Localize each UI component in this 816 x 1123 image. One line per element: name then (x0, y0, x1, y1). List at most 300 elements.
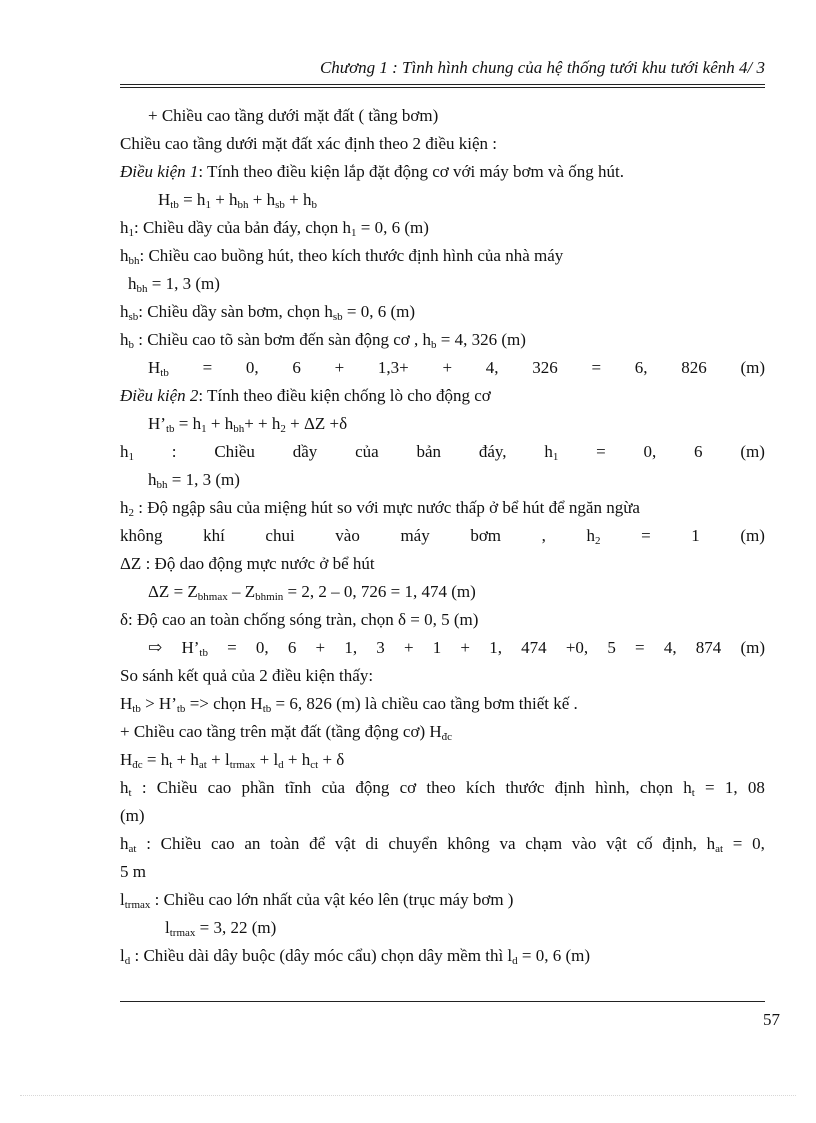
text-run: + ΔZ +δ (285, 414, 348, 433)
text-run: δ: Độ cao an toàn chống sóng tràn, chọn δ = 0, 5 (m) (120, 610, 479, 629)
text-run: h (120, 834, 129, 853)
text-run: 5 (607, 638, 616, 657)
subscript: d (278, 759, 284, 771)
justified-word (681, 354, 707, 382)
subscript: t (169, 759, 173, 771)
document-body (120, 102, 765, 970)
text-run: + + h (244, 414, 281, 433)
subscript: tb (165, 423, 175, 435)
subscript: 1 (205, 199, 211, 211)
text-line (120, 354, 765, 382)
justified-word (416, 438, 441, 466)
justified-word (120, 438, 134, 466)
text-run: vật (606, 834, 627, 853)
justified-word (489, 634, 502, 662)
text-run: l (120, 890, 125, 909)
text-run: + δ (318, 750, 345, 769)
text-run: + l (255, 750, 279, 769)
text-run: h (120, 330, 129, 349)
subscript: bh (128, 255, 140, 267)
subscript: ct (310, 759, 319, 771)
justified-word (486, 354, 499, 382)
text-run: Chiều (214, 442, 255, 461)
justified-word (256, 634, 269, 662)
justified-word (572, 830, 597, 858)
text-run: cao (207, 778, 232, 797)
text-run: : (171, 442, 177, 461)
justified-word (433, 634, 442, 662)
text-run: định, (662, 834, 697, 853)
subscript: 2 (280, 423, 286, 435)
text-run: vào (335, 526, 360, 545)
text-run: : Chiều dài dây buộc (dây móc cẩu) chọn dây mềm thì l (130, 946, 513, 965)
justified-word (244, 830, 260, 858)
subscript: sb (275, 199, 285, 211)
justified-word (148, 634, 162, 662)
text-run: => chọn H (185, 694, 263, 713)
justified-word (309, 830, 325, 858)
justified-word (214, 438, 255, 466)
justified-word (544, 438, 558, 466)
text-run: Chiều (156, 778, 198, 797)
text-run: + h (284, 190, 312, 209)
justified-word (521, 634, 547, 662)
justified-word (499, 830, 515, 858)
subscript: bh (156, 479, 168, 491)
text-line (120, 914, 765, 942)
justified-word (181, 634, 208, 662)
text-run: = (635, 638, 645, 657)
justified-word (566, 634, 588, 662)
justified-word (694, 438, 703, 466)
text-run: 0, (245, 358, 259, 377)
text-run: 0, (643, 442, 657, 461)
justified-word (335, 354, 345, 382)
text-run: h (120, 302, 129, 321)
text-run: : Chiều cao lớn nhất của vật kéo lên (trục máy bơm ) (150, 890, 514, 909)
text-run: ΔZ : Độ dao động mực nước ở bể hút (120, 554, 375, 573)
text-run: kích (465, 778, 496, 797)
text-run: = 6, 826 (m) là chiều cao tầng bơm thiết kế . (271, 694, 578, 713)
text-line (120, 942, 765, 970)
subscript: b (128, 339, 134, 351)
subscript: d (512, 955, 518, 967)
text-run: không (120, 526, 163, 545)
text-run: + Chiều cao tầng dưới mặt đất ( tầng bơm) (148, 106, 439, 125)
text-run: + Chiều cao tầng trên mặt đất (tầng động cơ) H (120, 722, 442, 741)
subscript: trmax (229, 759, 256, 771)
text-run: = (202, 358, 213, 377)
justified-word (542, 522, 546, 550)
justified-word (316, 634, 326, 662)
text-run: + (442, 358, 453, 377)
text-run: = 2, 2 – 0, 726 = 1, 474 (m) (283, 582, 476, 601)
justified-word (265, 522, 294, 550)
subscript: tb (176, 703, 186, 715)
subscript: 1 (128, 227, 134, 239)
subscript: bh (233, 423, 245, 435)
subscript: đc (441, 731, 453, 743)
subscript: 2 (594, 535, 601, 547)
subscript: t (128, 787, 132, 799)
footer-rule (120, 1001, 765, 1002)
justified-word (148, 354, 169, 382)
justified-word (696, 634, 722, 662)
justified-word (683, 774, 695, 802)
text-run: khí (203, 526, 225, 545)
justified-word (460, 634, 470, 662)
text-run: 0, (255, 638, 269, 657)
text-run: vật (334, 834, 356, 853)
subscript: trmax (169, 927, 196, 939)
text-line (120, 858, 765, 886)
justified-word (705, 774, 715, 802)
text-run: cao (211, 834, 235, 853)
text-run: : Tính theo điều kiện lắp đặt động cơ với máy bơm và ống hút. (198, 162, 624, 181)
justified-word (740, 634, 765, 662)
justified-word (172, 438, 177, 466)
condition-label: Điều kiện 2 (120, 386, 199, 405)
text-run: (m) (740, 358, 765, 377)
page-edge (20, 1095, 796, 1096)
text-run: (m) (740, 442, 765, 461)
text-run: 1, (344, 638, 358, 657)
text-run: h (586, 526, 595, 545)
justified-word (505, 774, 544, 802)
text-run: 1, (724, 778, 738, 797)
justified-word (292, 354, 301, 382)
text-line (120, 270, 765, 298)
justified-word (288, 634, 297, 662)
justified-word (640, 774, 673, 802)
subscript: tb (132, 703, 141, 715)
text-run: > H’ (140, 694, 177, 713)
text-line (120, 298, 765, 326)
text-run: h (120, 442, 129, 461)
justified-word (365, 830, 378, 858)
text-run: va (499, 834, 516, 853)
text-run: động (355, 778, 390, 797)
text-run: 5 m (120, 862, 146, 881)
justified-word (691, 522, 700, 550)
justified-word (355, 774, 389, 802)
text-run: + (403, 638, 414, 657)
text-run: : Chiều cao buồng hút, theo kích thước định hình của nhà máy (139, 246, 564, 265)
text-run: không (447, 834, 490, 853)
text-run: Chiều (160, 834, 202, 853)
text-run: 3 (376, 638, 385, 657)
subscript: bh (237, 199, 249, 211)
justified-word (400, 522, 429, 550)
text-run: + l (206, 750, 230, 769)
text-run: h (544, 442, 553, 461)
text-run: : (141, 778, 147, 797)
text-run: h (683, 778, 692, 797)
justified-word (725, 774, 738, 802)
justified-word (388, 830, 437, 858)
justified-word (355, 438, 379, 466)
text-run: = (641, 526, 651, 545)
text-line (120, 634, 765, 662)
text-run: 826 (681, 358, 707, 377)
justified-word (322, 774, 346, 802)
justified-word (740, 354, 765, 382)
justified-word (227, 634, 237, 662)
text-run: = (705, 778, 715, 797)
justified-word (120, 522, 163, 550)
justified-word (378, 354, 409, 382)
text-run: = 0, 6 (m) (517, 946, 591, 965)
text-run: – Z (227, 582, 256, 601)
subscript: b (311, 199, 317, 211)
text-run: 874 (695, 638, 722, 657)
justified-word (285, 774, 311, 802)
text-run: : Tính theo điều kiện chống lò cho động cơ (198, 386, 491, 405)
justified-word (335, 830, 356, 858)
text-run: ΔZ = Z (148, 582, 198, 601)
text-line (120, 578, 765, 606)
text-run: h (128, 274, 137, 293)
justified-word (426, 774, 455, 802)
text-run: phần (241, 778, 275, 797)
subscript: 1 (552, 451, 559, 463)
justified-word (211, 830, 235, 858)
text-run: + (315, 638, 326, 657)
running-header: Chương 1 : Tình hình chung của hệ thống tưới khu tưới kênh 4/ 3 (319, 58, 765, 77)
text-line (120, 550, 765, 578)
text-run: H (120, 750, 133, 769)
subscript: tb (170, 199, 179, 211)
text-run: thước (505, 778, 545, 797)
justified-word (208, 774, 232, 802)
subscript: tb (160, 367, 169, 379)
text-run: : Độ ngập sâu của miệng hút so với mực nước thấp ở bể hút để ngăn ngừa (134, 498, 640, 517)
text-run: = 4, 326 (m) (436, 330, 526, 349)
subscript: b (431, 339, 437, 351)
text-run: 1, (489, 638, 502, 657)
text-run: chọn (639, 778, 673, 797)
text-run: (m) (120, 806, 145, 825)
text-run: h (706, 834, 716, 853)
text-run: vào (571, 834, 597, 853)
text-run: +0, (565, 638, 589, 657)
text-run: = (596, 442, 606, 461)
text-run: = 3, 22 (m) (195, 918, 277, 937)
text-run: 0, (752, 834, 765, 853)
text-line (120, 326, 765, 354)
text-line (120, 130, 765, 158)
text-run: + h (172, 750, 199, 769)
justified-word (635, 634, 645, 662)
subscript: t (691, 787, 695, 799)
text-run: H (158, 190, 171, 209)
justified-word (733, 830, 743, 858)
text-run: toàn (270, 834, 300, 853)
text-run: + h (283, 750, 311, 769)
text-run: cố (636, 834, 653, 853)
justified-word (404, 634, 414, 662)
text-run: để (309, 834, 326, 853)
text-run: H (148, 358, 161, 377)
justified-word (203, 522, 225, 550)
justified-word (335, 522, 360, 550)
text-line (120, 718, 765, 746)
justified-word (595, 774, 629, 802)
text-line (120, 242, 765, 270)
page-number: 57 (763, 1010, 780, 1029)
text-run: + h (210, 190, 238, 209)
justified-word (142, 774, 147, 802)
justified-word (203, 354, 213, 382)
text-run: : (146, 834, 151, 853)
text-line (120, 690, 765, 718)
subscript: bhmax (197, 591, 228, 603)
text-run: = 1, 3 (m) (147, 274, 220, 293)
text-line (120, 410, 765, 438)
header-rule (120, 84, 765, 88)
subscript: tb (199, 647, 208, 659)
justified-word (635, 354, 648, 382)
subscript: d (124, 955, 131, 967)
subscript: bh (136, 283, 148, 295)
text-run: = (227, 638, 237, 657)
subscript: đc (132, 759, 143, 771)
text-run: = 0, 6 (m) (356, 218, 429, 237)
justified-word (466, 774, 495, 802)
subscript: 1 (351, 227, 357, 239)
justified-word (442, 354, 452, 382)
text-run: 4, (663, 638, 677, 657)
text-line (120, 494, 765, 522)
text-line (120, 382, 765, 410)
text-line (120, 214, 765, 242)
text-run: So sánh kết quả của 2 điều kiện thấy: (120, 666, 374, 685)
text-run: = h (174, 414, 202, 433)
justified-word (607, 634, 616, 662)
text-run: 326 (532, 358, 558, 377)
text-line (120, 466, 765, 494)
text-run: bản (416, 442, 442, 461)
text-run: + h (206, 414, 234, 433)
text-run: của (321, 778, 346, 797)
text-run: 4, (485, 358, 499, 377)
text-line (120, 438, 765, 466)
text-run: = (732, 834, 743, 853)
subscript: 2 (128, 507, 134, 519)
text-run: = h (142, 750, 170, 769)
text-run: h (120, 246, 129, 265)
justified-word (525, 830, 562, 858)
text-run: H’ (148, 414, 166, 433)
text-line (120, 746, 765, 774)
text-run: của (355, 442, 379, 461)
text-run: + (334, 358, 345, 377)
justified-word (479, 438, 507, 466)
justified-word (400, 774, 417, 802)
text-run: H (120, 694, 133, 713)
subscript: at (715, 843, 724, 855)
justified-word (641, 522, 651, 550)
text-run: : Chiều dầy của bản đáy, chọn h (134, 218, 351, 237)
justified-word (157, 774, 198, 802)
text-run: (m) (740, 638, 765, 657)
justified-word (270, 830, 299, 858)
text-run: l (165, 918, 170, 937)
text-line (120, 522, 765, 550)
justified-word (161, 830, 202, 858)
condition-label: Điều kiện 1 (120, 162, 199, 181)
justified-word (344, 634, 357, 662)
text-run: = (591, 358, 602, 377)
text-run: di (365, 834, 379, 853)
justified-word (591, 354, 601, 382)
justified-word (586, 522, 600, 550)
justified-word (120, 774, 132, 802)
text-run: hình, (595, 778, 630, 797)
text-line (120, 774, 765, 802)
subscript: bhmin (255, 591, 284, 603)
text-run: 08 (747, 778, 765, 797)
text-run: = 0, 6 (m) (342, 302, 415, 321)
text-line (120, 802, 765, 830)
subscript: 1 (128, 451, 134, 463)
text-run: l (120, 946, 125, 965)
text-run: , (541, 526, 546, 545)
text-run: định (554, 778, 585, 797)
text-run: Chiều cao tầng dưới mặt đất xác định theo 2 điều kiện : (120, 134, 497, 153)
text-run: 1 (691, 526, 700, 545)
justified-word (293, 438, 318, 466)
justified-word (246, 354, 259, 382)
text-run: 6 (292, 358, 301, 377)
subscript: tb (262, 703, 272, 715)
justified-word (740, 522, 765, 550)
subscript: sb (128, 311, 139, 323)
text-run: tĩnh (284, 778, 312, 797)
text-line (120, 662, 765, 690)
justified-word (637, 830, 653, 858)
text-run: bơm (470, 526, 502, 545)
text-run: = 1, 3 (m) (167, 470, 240, 489)
subscript: trmax (124, 899, 151, 911)
subscript: sb (332, 311, 343, 323)
text-run: 1,3+ (377, 358, 409, 377)
text-run: h (120, 498, 129, 517)
justified-word (470, 522, 501, 550)
text-run: máy (400, 526, 430, 545)
justified-word (376, 634, 385, 662)
justified-word (740, 438, 765, 466)
justified-word (555, 774, 585, 802)
text-run: : Chiều cao tõ sàn bơm đến sàn động cơ , h (134, 330, 432, 349)
justified-word (662, 830, 696, 858)
text-run: 6, (634, 358, 648, 377)
text-run: + (460, 638, 471, 657)
text-run: + h (248, 190, 276, 209)
justified-word (752, 830, 765, 858)
text-line (120, 886, 765, 914)
justified-word (596, 438, 606, 466)
subscript: at (128, 843, 137, 855)
text-run: dầy (292, 442, 318, 461)
justified-word (748, 774, 765, 802)
text-run: h (148, 470, 157, 489)
text-run: chui (265, 526, 295, 545)
subscript: 1 (201, 423, 207, 435)
text-run: theo (426, 778, 456, 797)
text-line (120, 186, 765, 214)
justified-word (644, 438, 657, 466)
